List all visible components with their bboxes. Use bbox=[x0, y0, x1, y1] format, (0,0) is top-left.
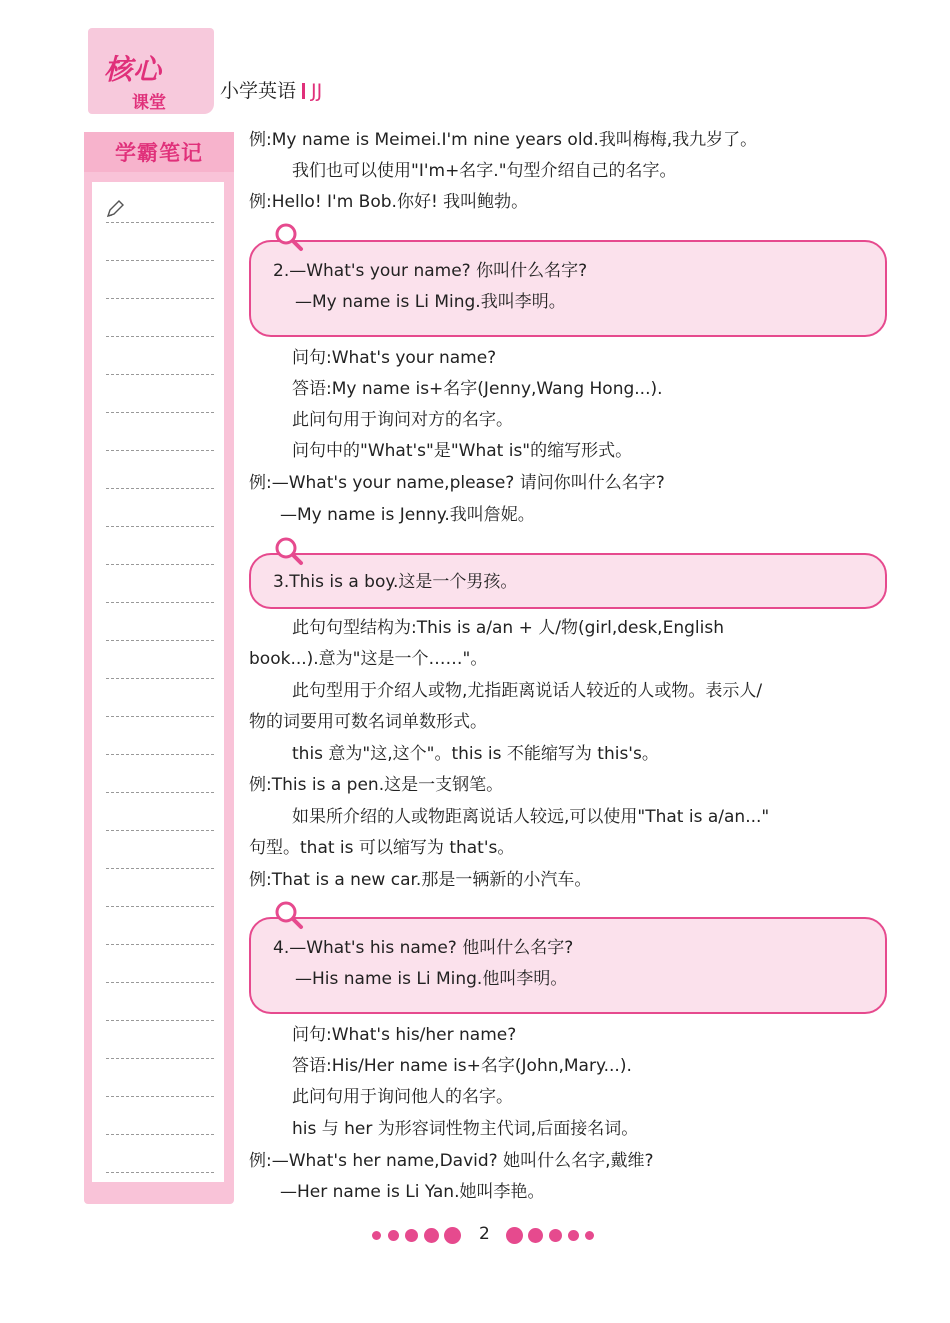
notes-sidebar bbox=[84, 132, 234, 1204]
footer-dot bbox=[585, 1231, 594, 1240]
notes-panel bbox=[92, 182, 224, 1182]
footer-dot bbox=[388, 1230, 399, 1241]
explanation-line: 问句:What's your name? bbox=[292, 348, 497, 368]
key-question: 4.—What's his name? 他叫什么名字? bbox=[273, 938, 574, 958]
note-line bbox=[106, 374, 214, 375]
note-line bbox=[106, 754, 214, 755]
footer-dot bbox=[549, 1229, 562, 1242]
explanation-line: 此问句用于询问对方的名字。 bbox=[292, 410, 513, 430]
key-sentence-box-2 bbox=[249, 240, 887, 337]
explanation-line: 如果所介绍的人或物距离说话人较远,可以使用"That is a/an..." bbox=[292, 807, 770, 827]
note-line bbox=[106, 1134, 214, 1135]
explanation-line: 问句中的"What's"是"What is"的缩写形式。 bbox=[292, 441, 633, 461]
key-sentence: 3.This is a boy.这是一个男孩。 bbox=[273, 572, 518, 592]
note-line bbox=[106, 1020, 214, 1021]
example-line: 例:My name is Meimei.I'm nine years old.我叫梅梅,我九岁了。 bbox=[249, 130, 758, 150]
note-line bbox=[106, 1096, 214, 1097]
example-line: 例:That is a new car.那是一辆新的小汽车。 bbox=[249, 870, 592, 890]
example-line: —My name is Jenny.我叫詹妮。 bbox=[280, 505, 535, 525]
note-line bbox=[106, 336, 214, 337]
header-separator bbox=[302, 83, 305, 99]
note-line bbox=[106, 678, 214, 679]
pencil-icon bbox=[104, 198, 126, 220]
note-line bbox=[106, 298, 214, 299]
header-subject bbox=[220, 76, 322, 103]
note-line bbox=[106, 982, 214, 983]
footer-dot bbox=[568, 1230, 579, 1241]
note-line bbox=[106, 792, 214, 793]
explanation-line: 句型。that is 可以缩写为 that's。 bbox=[249, 838, 515, 858]
explanation-line: 物的词要用可数名词单数形式。 bbox=[249, 712, 487, 732]
note-line bbox=[106, 1172, 214, 1173]
sidebar-title: 学霸笔记 bbox=[84, 132, 234, 172]
explanation-line: book...).意为"这是一个……"。 bbox=[249, 649, 488, 669]
note-line bbox=[106, 944, 214, 945]
magnifier-icon bbox=[272, 900, 306, 930]
example-line: 例:Hello! I'm Bob.你好! 我叫鲍勃。 bbox=[249, 192, 529, 212]
explanation-line: this 意为"这,这个"。this is 不能缩写为 this's。 bbox=[292, 744, 659, 764]
note-line bbox=[106, 602, 214, 603]
page-number: 2 bbox=[479, 1224, 490, 1244]
note-line bbox=[106, 450, 214, 451]
note-line bbox=[106, 640, 214, 641]
explanation-line: 我们也可以使用"I'm+名字."句型介绍自己的名字。 bbox=[292, 161, 677, 181]
key-answer: —My name is Li Ming.我叫李明。 bbox=[295, 292, 566, 312]
key-sentence-box-4 bbox=[249, 917, 887, 1014]
example-line: 例:—What's her name,David? 她叫什么名字,戴维? bbox=[249, 1151, 654, 1171]
note-line bbox=[106, 716, 214, 717]
key-sentence-box-3 bbox=[249, 553, 887, 609]
explanation-line: 答语:His/Her name is+名字(John,Mary...). bbox=[292, 1056, 632, 1076]
example-line: —Her name is Li Yan.她叫李艳。 bbox=[280, 1182, 545, 1202]
note-line bbox=[106, 488, 214, 489]
magnifier-icon bbox=[272, 536, 306, 566]
note-line bbox=[106, 412, 214, 413]
footer-dot bbox=[405, 1229, 418, 1242]
footer-dot bbox=[424, 1228, 439, 1243]
magnifier-icon bbox=[272, 222, 306, 252]
example-line: 例:This is a pen.这是一支钢笔。 bbox=[249, 775, 504, 795]
logo-bottom-text: 课堂 bbox=[132, 93, 166, 113]
footer-dot bbox=[506, 1227, 523, 1244]
footer-dot bbox=[444, 1227, 461, 1244]
note-line bbox=[106, 222, 214, 223]
logo bbox=[88, 28, 214, 114]
edition-label: JJ bbox=[311, 80, 323, 102]
note-line bbox=[106, 906, 214, 907]
key-question: 2.—What's your name? 你叫什么名字? bbox=[273, 261, 588, 281]
explanation-line: 此问句用于询问他人的名字。 bbox=[292, 1087, 513, 1107]
example-line: 例:—What's your name,please? 请问你叫什么名字? bbox=[249, 473, 665, 493]
logo-top-text: 核心 bbox=[104, 53, 163, 86]
note-line bbox=[106, 1058, 214, 1059]
footer-dot bbox=[528, 1228, 543, 1243]
explanation-line: his 与 her 为形容词性物主代词,后面接名词。 bbox=[292, 1119, 639, 1139]
subject-label: 小学英语 bbox=[220, 80, 297, 102]
note-line bbox=[106, 564, 214, 565]
explanation-line: 问句:What's his/her name? bbox=[292, 1025, 517, 1045]
explanation-line: 答语:My name is+名字(Jenny,Wang Hong...). bbox=[292, 379, 663, 399]
explanation-line: 此句句型结构为:This is a/an + 人/物(girl,desk,English bbox=[292, 618, 724, 638]
note-line bbox=[106, 868, 214, 869]
key-answer: —His name is Li Ming.他叫李明。 bbox=[295, 969, 568, 989]
explanation-line: 此句型用于介绍人或物,尤指距离说话人较近的人或物。表示人/ bbox=[292, 681, 763, 701]
footer-dot bbox=[372, 1231, 381, 1240]
note-line bbox=[106, 830, 214, 831]
note-line bbox=[106, 260, 214, 261]
note-line bbox=[106, 526, 214, 527]
